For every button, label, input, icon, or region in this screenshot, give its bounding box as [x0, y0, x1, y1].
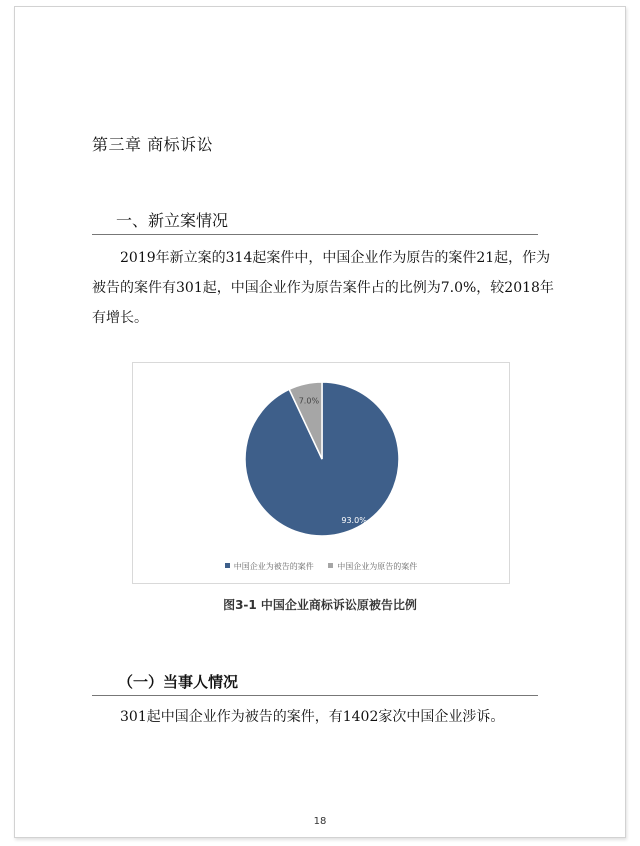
legend-label-plaintiff: 中国企业为原告的案件	[337, 562, 418, 571]
pie-label-1: 7.0%	[298, 396, 320, 406]
chapter-title: 第三章 商标诉讼	[92, 135, 214, 154]
legend-item-plaintiff	[328, 561, 417, 572]
paragraph-new-cases: 2019年新立案的314起案件中，中国企业作为原告的案件21起，作为被告的案件有301起，中国企业作为原告案件占的比例为7.0%，较2018年有增长。	[92, 250, 554, 326]
subsection-heading: （一）当事人情况	[92, 671, 538, 696]
pie-chart-svg	[133, 363, 509, 559]
legend-item-defendant	[225, 561, 314, 572]
legend-swatch-plaintiff	[328, 563, 333, 568]
paragraph-parties: 301起中国企业作为被告的案件，有1402家次中国企业涉诉。	[120, 709, 505, 725]
section-heading: 一、新立案情况	[92, 208, 538, 235]
pie-label-0: 93.0%	[341, 516, 367, 526]
chart-legend	[133, 561, 509, 572]
page-number: 18	[313, 816, 327, 827]
legend-swatch-defendant	[225, 563, 230, 568]
figure-caption: 图3-1 中国企业商标诉讼原被告比例	[223, 598, 417, 612]
legend-label-defendant: 中国企业为被告的案件	[233, 562, 314, 571]
pie-chart	[132, 362, 510, 584]
